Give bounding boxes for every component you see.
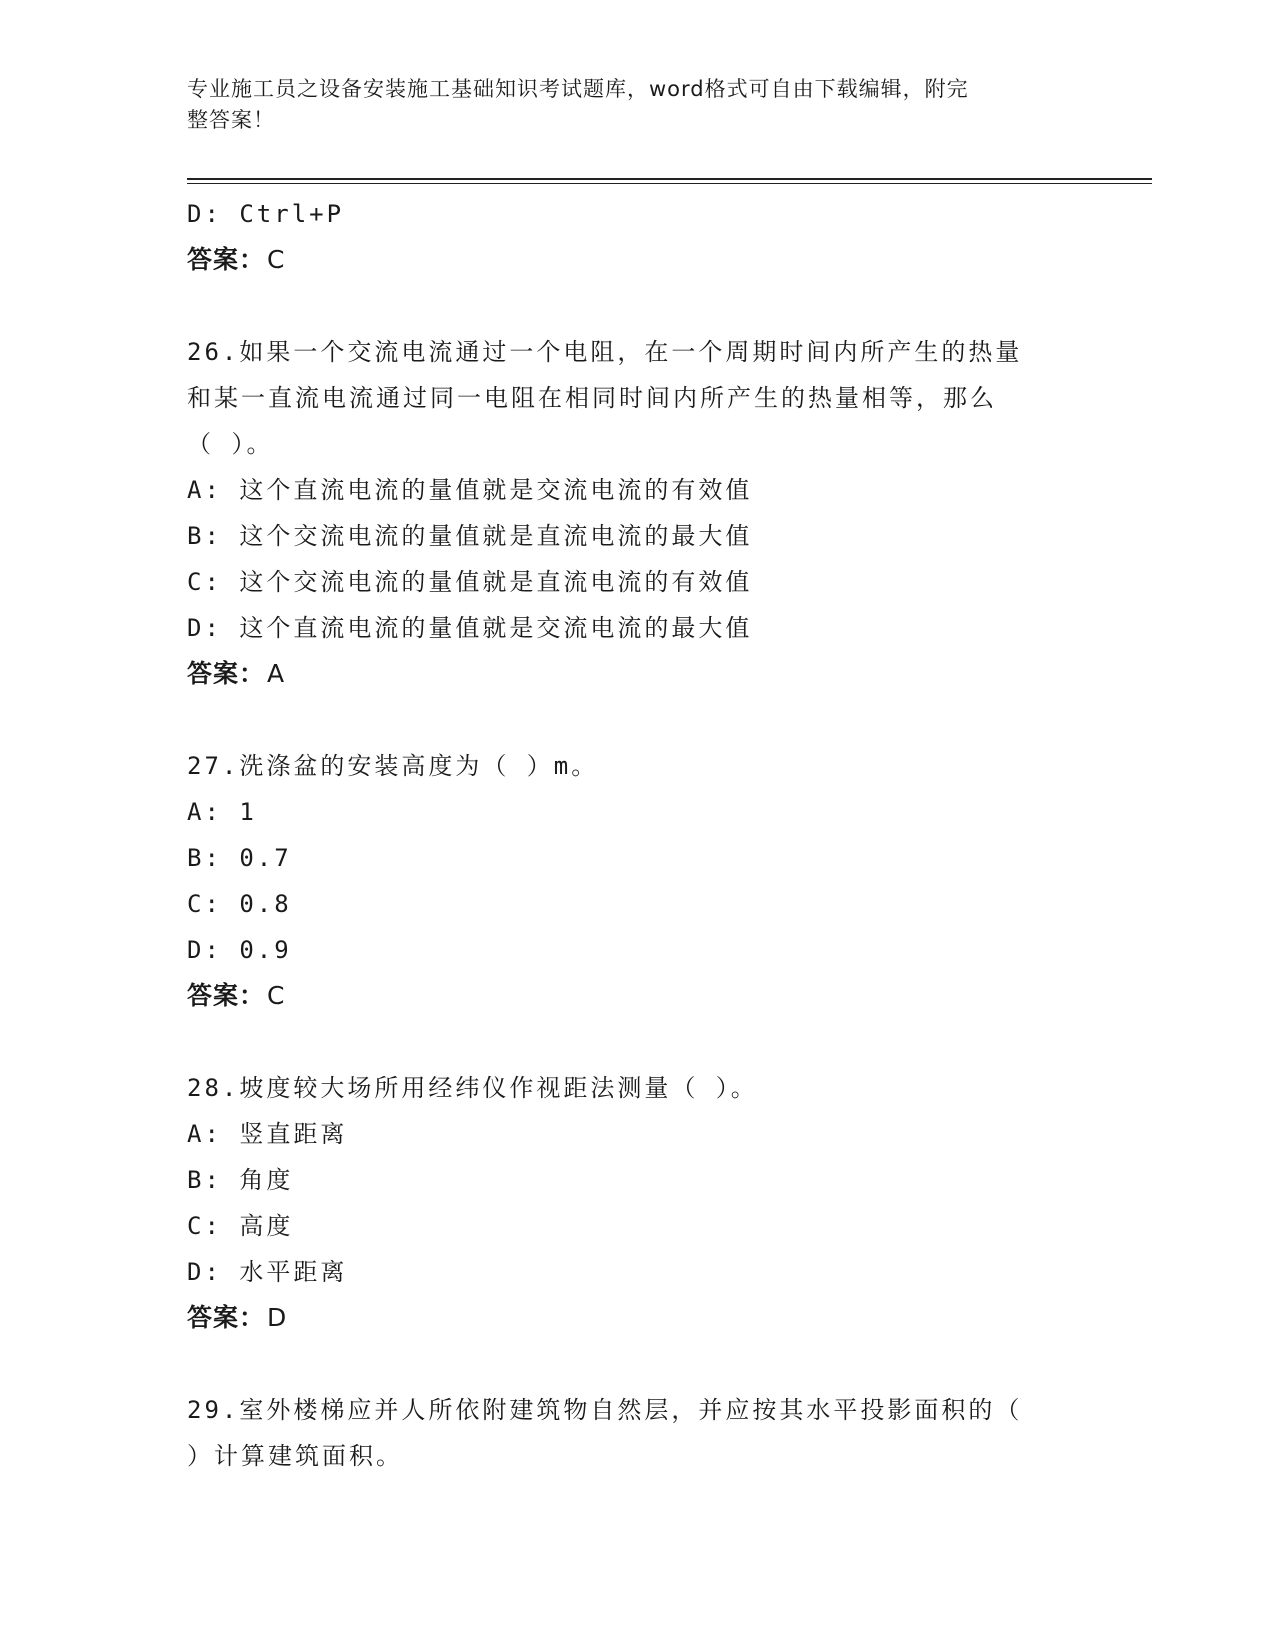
header-divider (187, 178, 1152, 184)
answer-value: A (267, 659, 286, 688)
answer-label: 答案： (187, 245, 266, 274)
spacer (187, 1019, 1087, 1065)
answer-line (187, 1295, 1087, 1341)
spacer (187, 697, 1087, 743)
question-stem: 26.如果一个交流电流通过一个电阻，在一个周期时间内所产生的热量 (187, 338, 1023, 366)
question-stem: 29.室外楼梯应并人所依附建筑物自然层，并应按其水平投影面积的（ (187, 1396, 1023, 1424)
option-a: A: 这个直流电流的量值就是交流电流的有效值 (187, 476, 753, 504)
answer-value: D (267, 1303, 288, 1332)
option-d: D: Ctrl+P (187, 200, 345, 228)
question-stem: 27.洗涤盆的安装高度为（ ）m。 (187, 752, 599, 780)
question-block (187, 743, 1087, 789)
option-c: C: 高度 (187, 1212, 294, 1240)
question-block (187, 1387, 1087, 1479)
option-a: A: 1 (187, 798, 257, 826)
question-stem: （ ）。 (187, 430, 274, 458)
question-stem: 和某一直流电流通过同一电阻在相同时间内所产生的热量相等，那么 (187, 384, 997, 412)
question-stem: ）计算建筑面积。 (187, 1442, 403, 1470)
option-b: B: 这个交流电流的量值就是直流电流的最大值 (187, 522, 753, 550)
question-content (187, 191, 1087, 1479)
answer-line (187, 973, 1087, 1019)
spacer (187, 1341, 1087, 1387)
option-b: B: 0.7 (187, 844, 292, 872)
header-line-1: 专业施工员之设备安装施工基础知识考试题库，word格式可自由下载编辑，附完 (187, 77, 969, 101)
spacer (187, 283, 1087, 329)
header-line-2: 整答案！ (187, 108, 275, 132)
answer-label: 答案： (187, 1303, 266, 1332)
question-stem: 28.坡度较大场所用经纬仪作视距法测量（ ）。 (187, 1074, 758, 1102)
answer-line (187, 651, 1087, 697)
option-c: C: 这个交流电流的量值就是直流电流的有效值 (187, 568, 753, 596)
answer-value: C (267, 245, 286, 274)
answer-value: C (267, 981, 286, 1010)
option-c: C: 0.8 (187, 890, 292, 918)
question-block (187, 329, 1087, 467)
option-d: D: 水平距离 (187, 1258, 348, 1286)
option-d: D: 这个直流电流的量值就是交流电流的最大值 (187, 614, 753, 642)
answer-line (187, 237, 1087, 283)
answer-label: 答案： (187, 659, 266, 688)
page-header (187, 74, 1067, 136)
option-d: D: 0.9 (187, 936, 292, 964)
answer-label: 答案： (187, 981, 266, 1010)
question-block (187, 1065, 1087, 1111)
option-a: A: 竖直距离 (187, 1120, 348, 1148)
option-b: B: 角度 (187, 1166, 294, 1194)
